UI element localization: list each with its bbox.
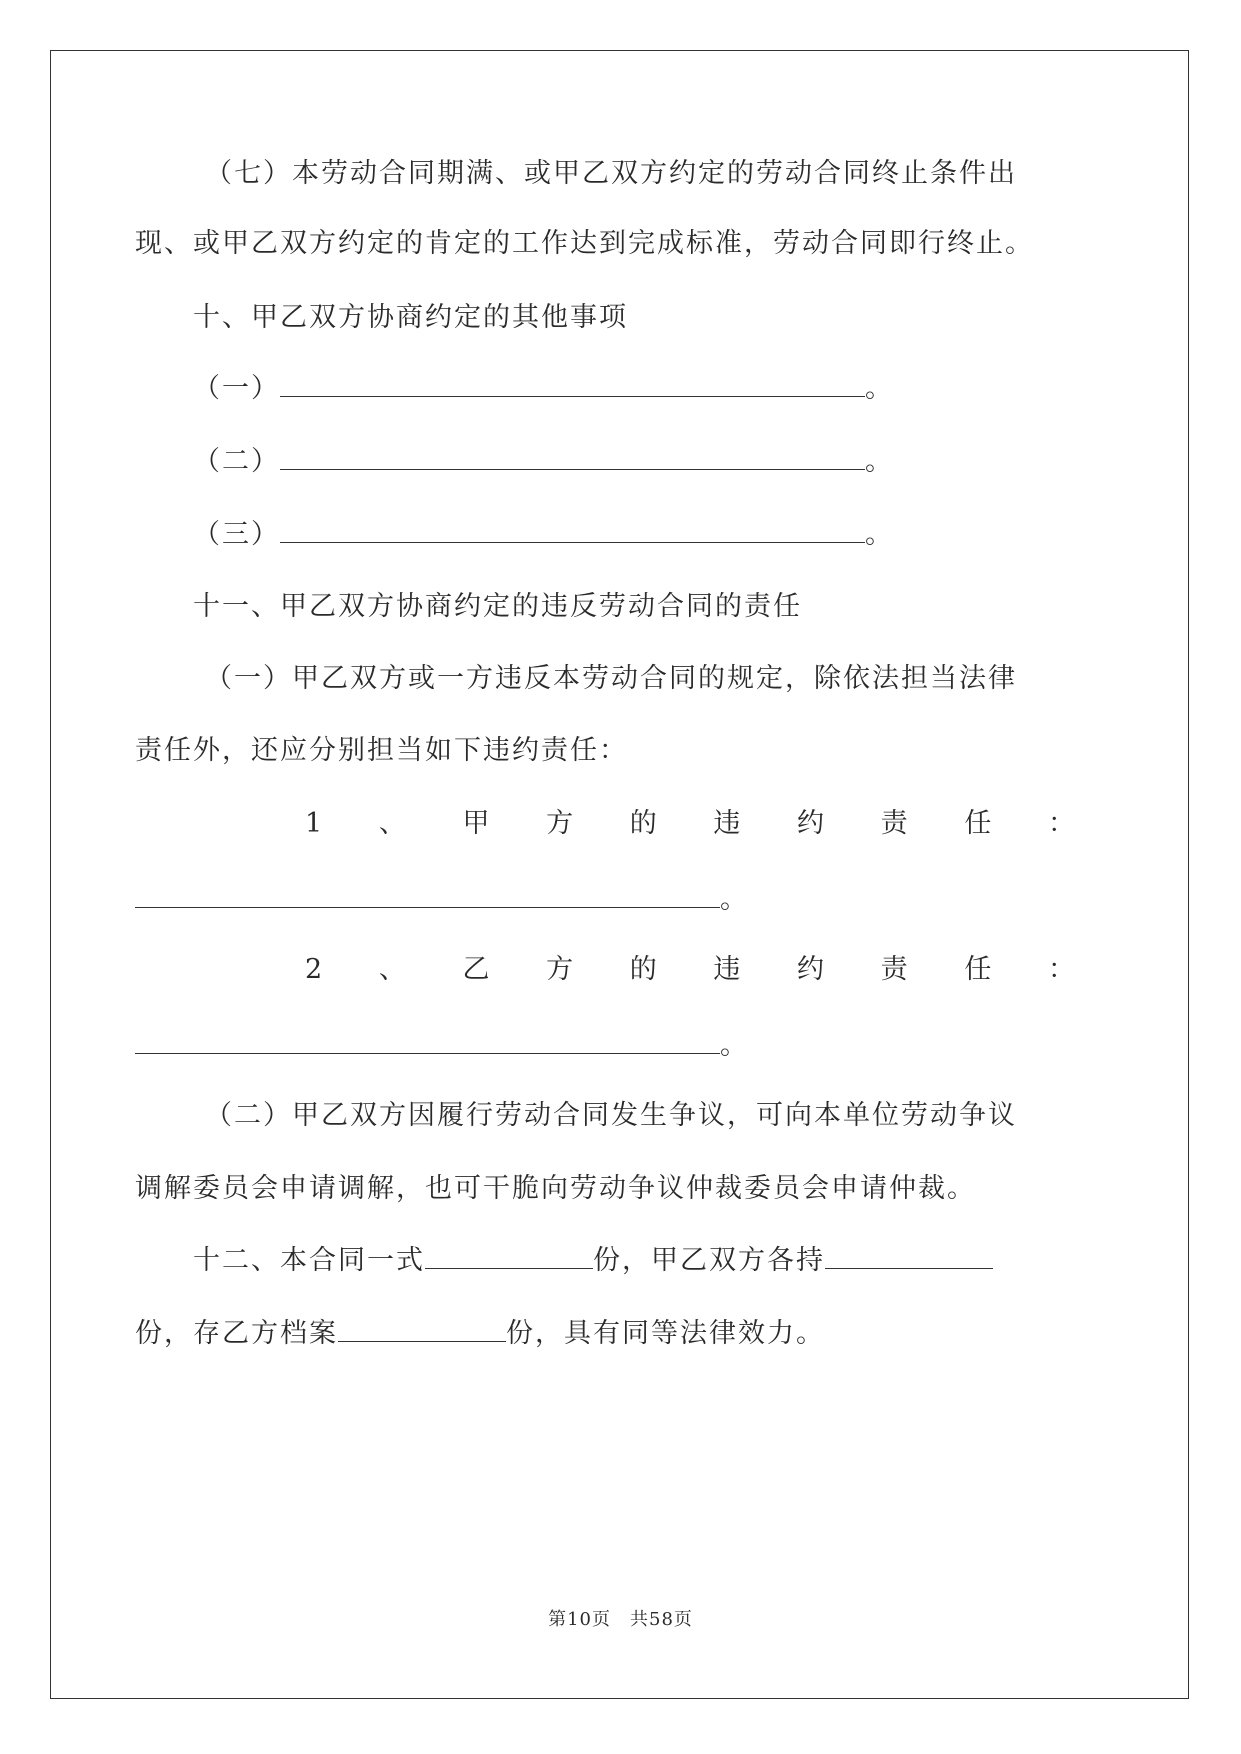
party-a-liability-blank bbox=[135, 882, 749, 918]
spread-char: 方 bbox=[546, 808, 574, 839]
party-b-liability-blank bbox=[135, 1028, 749, 1064]
spread-char: 违 bbox=[713, 808, 741, 839]
item-label: （一） bbox=[193, 373, 280, 404]
fill-blank bbox=[135, 1029, 720, 1054]
item-period: 。 bbox=[720, 884, 749, 915]
spread-char: 责 bbox=[880, 808, 908, 839]
spread-char: 乙 bbox=[462, 954, 490, 985]
item-label: （三） bbox=[193, 519, 280, 550]
section-11-para2-line1: （二）甲乙双方因履行劳动合同发生争议，可向本单位劳动争议 bbox=[205, 1100, 1017, 1131]
section-12-line1 bbox=[193, 1243, 993, 1279]
spread-char: 、 bbox=[378, 954, 406, 985]
spread-char: 任 bbox=[964, 954, 992, 985]
copies-total-blank bbox=[425, 1244, 593, 1269]
spread-char: 1 bbox=[305, 808, 323, 839]
party-b-liability-label bbox=[305, 952, 1075, 988]
party-a-liability-label bbox=[305, 806, 1075, 842]
page-border bbox=[50, 50, 1189, 1699]
paragraph-7-line2: 现、或甲乙双方约定的肯定的工作达到完成标准，劳动合同即行终止。 bbox=[135, 228, 1034, 259]
item-period: 。 bbox=[865, 373, 894, 404]
spread-char: 的 bbox=[629, 954, 657, 985]
section-11-heading: 十一、甲乙双方协商约定的违反劳动合同的责任 bbox=[193, 591, 802, 622]
fill-blank bbox=[280, 372, 865, 397]
spread-char: 、 bbox=[378, 808, 406, 839]
spread-char: 方 bbox=[546, 954, 574, 985]
section-12-text: 份，存乙方档案 bbox=[135, 1318, 338, 1349]
section-11-para1-line1: （一）甲乙双方或一方违反本劳动合同的规定，除依法担当法律 bbox=[205, 663, 1017, 694]
item-label: （二） bbox=[193, 446, 280, 477]
item-period: 。 bbox=[865, 519, 894, 550]
spread-char: ： bbox=[1047, 808, 1075, 839]
spread-char: 约 bbox=[797, 808, 825, 839]
copies-archive-blank bbox=[338, 1317, 506, 1342]
copies-each-blank bbox=[825, 1244, 993, 1269]
spread-char: 2 bbox=[305, 954, 323, 985]
section-12-line2 bbox=[135, 1316, 825, 1352]
list-item bbox=[193, 371, 894, 407]
spread-char: 任 bbox=[964, 808, 992, 839]
spread-char: 责 bbox=[880, 954, 908, 985]
section-11-para1-line2: 责任外，还应分别担当如下违约责任： bbox=[135, 735, 628, 766]
spread-char: 违 bbox=[713, 954, 741, 985]
spread-char: 的 bbox=[629, 808, 657, 839]
section-11-para2-line2: 调解委员会申请调解，也可干脆向劳动争议仲裁委员会申请仲裁。 bbox=[135, 1173, 976, 1204]
section-10-heading: 十、甲乙双方协商约定的其他事项 bbox=[193, 302, 628, 333]
list-item bbox=[193, 517, 894, 553]
item-period: 。 bbox=[865, 446, 894, 477]
spread-char: ： bbox=[1047, 954, 1075, 985]
section-12-text: 份，具有同等法律效力。 bbox=[506, 1318, 825, 1349]
spread-char: 甲 bbox=[462, 808, 490, 839]
paragraph-7-line1: （七）本劳动合同期满、或甲乙双方约定的劳动合同终止条件出 bbox=[205, 158, 1017, 189]
fill-blank bbox=[280, 445, 865, 470]
spread-char: 约 bbox=[797, 954, 825, 985]
list-item bbox=[193, 444, 894, 480]
section-12-text: 十二、本合同一式 bbox=[193, 1245, 425, 1276]
fill-blank bbox=[280, 518, 865, 543]
section-12-text: 份，甲乙双方各持 bbox=[593, 1245, 825, 1276]
item-period: 。 bbox=[720, 1030, 749, 1061]
fill-blank bbox=[135, 883, 720, 908]
page-number: 第10页 共58页 bbox=[548, 1609, 693, 1630]
